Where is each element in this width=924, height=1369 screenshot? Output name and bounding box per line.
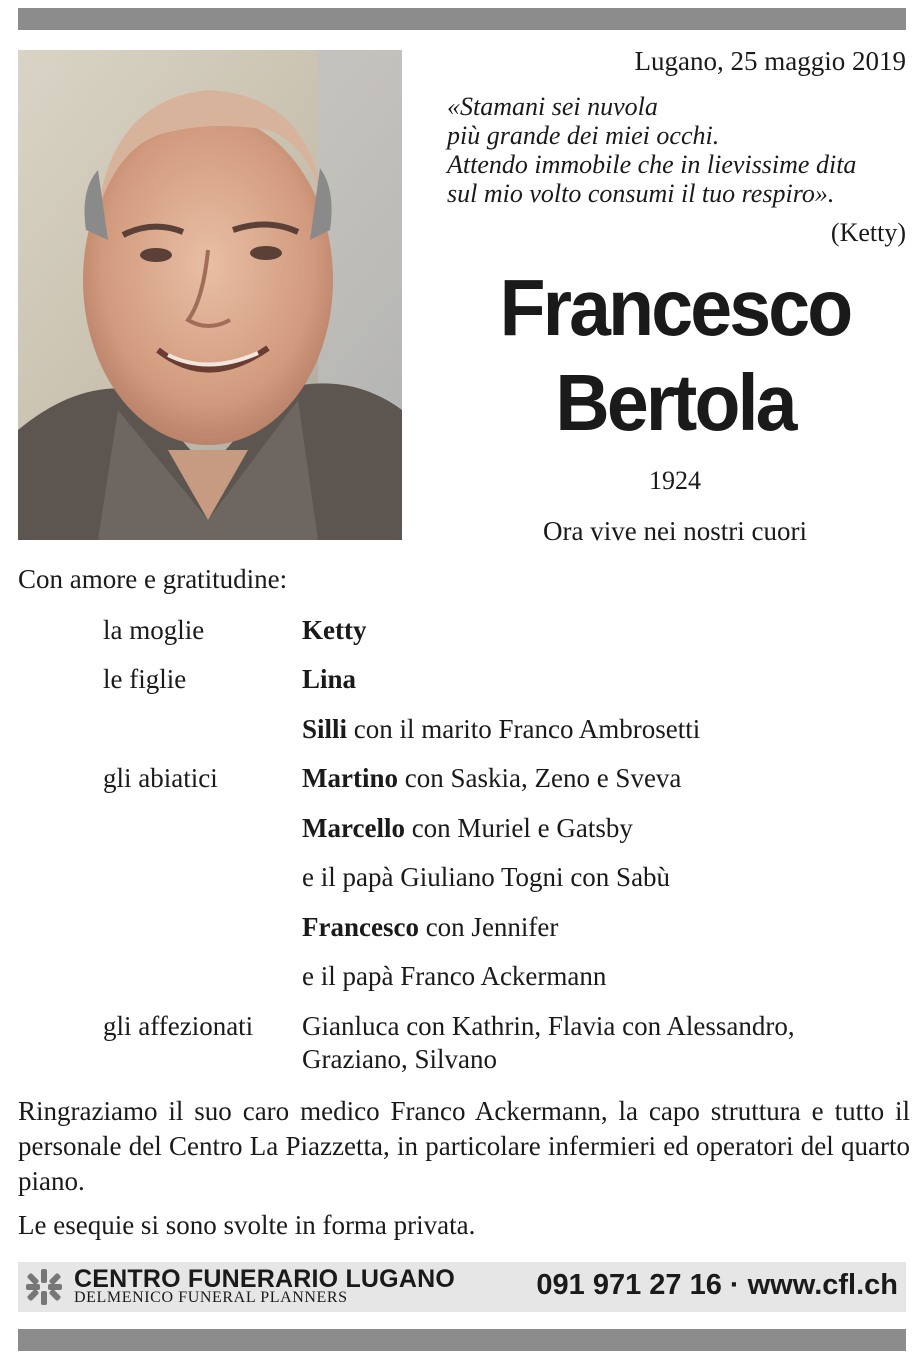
poem-quote xyxy=(447,92,856,208)
member-detail: con Saskia, Zeno e Sveva xyxy=(397,763,682,793)
family-intro: Con amore e gratitudine: xyxy=(18,564,288,594)
memorial-motto: Ora vive nei nostri cuori xyxy=(543,516,807,546)
family-role: gli abiatici xyxy=(103,763,218,793)
funeral-home-footer xyxy=(18,1262,906,1312)
affezionati-line: Gianluca con Kathrin, Flavia con Alessandro, xyxy=(302,1011,795,1041)
member-detail: con il marito Franco Ambrosetti xyxy=(347,714,701,744)
company-name: CENTRO FUNERARIO LUGANO xyxy=(74,1265,455,1293)
poem-line: sul mio volto consumi il tuo respiro». xyxy=(447,179,835,208)
member-detail: e il papà Giuliano Togni con Sabù xyxy=(302,862,671,892)
thanks-paragraph: Ringraziamo il suo caro medico Franco Ackermann, la capo struttura e tutto il personale del Centro La Piazzetta, in particolare infermieri ed operatori del quarto piano. xyxy=(18,1096,910,1196)
member-detail: e il papà Franco Ackermann xyxy=(302,961,607,991)
member-name: Martino xyxy=(302,763,398,793)
date-place: Lugano, 25 maggio 2019 xyxy=(634,46,906,76)
bottom-border-bar xyxy=(18,1329,906,1351)
poem-author: (Ketty) xyxy=(830,218,906,247)
family-member xyxy=(302,911,558,943)
family-member xyxy=(302,663,356,695)
family-role: le figlie xyxy=(103,664,187,694)
member-name: Lina xyxy=(302,664,357,694)
family-member xyxy=(302,960,606,992)
member-detail: con Jennifer xyxy=(418,912,559,942)
affezionati-line: Graziano, Silvano xyxy=(302,1044,497,1074)
family-role: la moglie xyxy=(103,615,205,645)
deceased-last-name: Bertola xyxy=(555,358,795,447)
member-detail: con Muriel e Gatsby xyxy=(404,813,633,843)
top-border-bar xyxy=(18,8,906,30)
deceased-first-name: Francesco xyxy=(499,263,851,352)
family-member xyxy=(302,713,700,745)
portrait-photo xyxy=(18,50,402,540)
member-name: Francesco xyxy=(302,912,419,942)
poem-line: più grande dei miei occhi. xyxy=(447,121,720,150)
family-member xyxy=(302,614,366,646)
contact-info: 091 971 27 16 · www.cfl.ch xyxy=(536,1269,898,1301)
funeral-note: Le esequie si sono svolte in forma privata. xyxy=(18,1210,476,1240)
poem-line: Attendo immobile che in lievissime dita xyxy=(447,150,857,179)
flower-logo-icon xyxy=(24,1268,64,1306)
family-member xyxy=(302,812,633,844)
poem-line: «Stamani sei nuvola xyxy=(447,92,658,121)
birth-year: 1924 xyxy=(649,466,701,495)
family-role: gli affezionati xyxy=(103,1011,254,1041)
family-member xyxy=(302,861,670,893)
family-member xyxy=(302,762,681,794)
member-name: Ketty xyxy=(302,615,367,645)
company-subtitle: DELMENICO FUNERAL PLANNERS xyxy=(74,1289,348,1306)
member-name: Silli xyxy=(302,714,348,744)
member-name: Marcello xyxy=(302,813,405,843)
